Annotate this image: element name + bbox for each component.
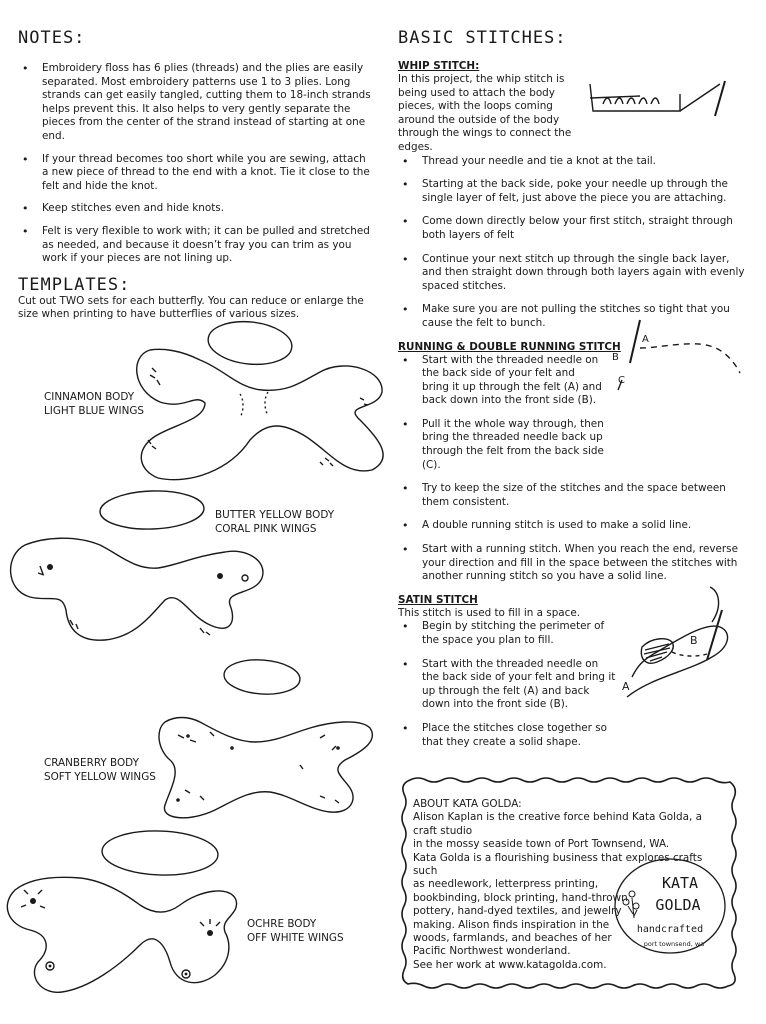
body-template-4 — [101, 829, 218, 877]
logo-tag: handcrafted — [636, 924, 704, 935]
list-item: • Make sure you are not pulling the stitches so tight that you cause the felt to bunch. — [398, 303, 750, 330]
list-item: • Come down directly below your first stitch, straight through both layers of felt — [398, 215, 750, 242]
list-item: • Start with the threaded needle on the back side of your felt and bring it up through the felt (A) and back down into the front side (B). — [398, 354, 602, 408]
label-line: LIGHT BLUE WINGS — [44, 405, 144, 417]
label-line: CORAL PINK WINGS — [215, 523, 317, 535]
logo-line2: GOLDA — [655, 896, 701, 914]
about-line: Alison Kaplan is the creative force behind Kata Golda, a craft studio — [413, 811, 702, 837]
list-item: • Thread your needle and tie a knot at the tail. — [398, 155, 750, 169]
fig-label-a: A — [642, 334, 649, 345]
list-item: • Try to keep the size of the stitches and the space between them consistent. — [398, 482, 750, 509]
label-line: OCHRE BODY — [247, 918, 317, 930]
satin-stitch-illustration — [612, 582, 742, 722]
list-item: • Embroidery floss has 6 plies (threads) and the plies are easily separated. Most embroidery patterns use 1 to 3 plies. Long strands can get easily tangled, cutting them to 18-inch strands helps prevent this. It also helps to very gently separate the pieces from the center of the strand instead of starting at one end. — [18, 62, 373, 144]
list-item: • If your thread becomes too short while you are sewing, attach a new piece of thread to the end with a knot. Tie it close to the felt and hide the knot. — [18, 153, 373, 194]
body-template-1 — [206, 318, 294, 369]
running-stitch-heading: RUNNING & DOUBLE RUNNING STITCH — [398, 340, 621, 353]
whip-stitch-illustration — [585, 76, 735, 136]
fig-label-a: A — [622, 680, 630, 693]
about-line: in the mossy seaside town of Port Townsend, WA. — [413, 838, 670, 851]
running-stitch-illustration — [610, 318, 750, 398]
list-item: • Pull it the whole way through, then bring the threaded needle back up through the felt from the back side (C). — [398, 418, 622, 472]
label-line: CRANBERRY BODY — [44, 757, 139, 769]
about-line: woods, farmlands, and beaches of her — [413, 932, 612, 945]
whip-stitch-intro: In this project, the whip stitch is being used to attach the body pieces, with the loops coming around the outside of the body through the wings to connect the edges. — [398, 73, 572, 153]
logo-line1: KATA — [661, 874, 699, 892]
label-line: OFF WHITE WINGS — [247, 932, 344, 944]
about-line: as needlework, letterpress printing, — [413, 878, 599, 891]
list-item: • Start with the threaded needle on the back side of your felt and bring it up through the felt (A) and back down into the front side (B). — [398, 658, 617, 712]
list-item: • Keep stitches even and hide knots. — [18, 202, 373, 216]
flower-icon — [623, 891, 639, 918]
list-item: • Start with a running stitch. When you reach the end, reverse your direction and fill in the space between the stitches with another running stitch so you have a solid line. — [398, 543, 750, 584]
list-item: • Felt is very flexible to work with; it can be pulled and stretched as needed, and because it doesn’t fray you can trim as you work if your pieces are not lining up. — [18, 225, 373, 266]
template-label-4 — [247, 917, 344, 945]
logo-place: port townsend, wa — [643, 940, 705, 948]
wings-template-2 — [11, 538, 263, 640]
about-line: pottery, hand-dyed textiles, and jewelry — [413, 905, 622, 918]
templates-heading: TEMPLATES: — [18, 274, 131, 295]
satin-stitch-intro: This stitch is used to fill in a space. — [398, 606, 581, 619]
template-label-2 — [215, 508, 334, 536]
label-line: BUTTER YELLOW BODY — [215, 509, 335, 521]
about-heading: ABOUT KATA GOLDA: — [413, 798, 522, 810]
whip-stitch-list — [398, 155, 750, 331]
wings-template-4 — [7, 877, 236, 992]
list-item: • Starting at the back side, poke your needle up through the single layer of felt, just above the piece you are attaching. — [398, 178, 750, 205]
about-line: bookbinding, block printing, hand-thrown — [413, 891, 628, 904]
label-line: SOFT YELLOW WINGS — [44, 771, 156, 783]
about-line: See her work at www.katagolda.com. — [413, 958, 607, 971]
list-item: • Place the stitches close together so that they create a solid shape. — [398, 722, 612, 749]
kata-golda-logo — [612, 856, 728, 956]
about-line: making. Alison finds inspiration in the — [413, 918, 610, 931]
templates-intro: Cut out TWO sets for each butterfly. You can reduce or enlarge the size when printing to have butterflies of various sizes. — [18, 294, 364, 321]
list-item: • Continue your next stitch up through the single back layer, and then straight down through both layers again with evenly spaced stitches. — [398, 253, 750, 294]
template-label-3 — [44, 756, 156, 784]
body-template-3 — [223, 657, 301, 696]
wings-template-3 — [159, 718, 372, 818]
list-item: • A double running stitch is used to make a solid line. — [398, 519, 750, 533]
about-line: Kata Golda is a flourishing business that explores crafts such — [413, 851, 703, 878]
whip-stitch-heading: WHIP STITCH: — [398, 60, 480, 72]
body-template-2 — [99, 489, 204, 531]
label-line: CINNAMON BODY — [44, 391, 135, 403]
notes-heading: NOTES: — [18, 28, 86, 48]
list-item: • Begin by stitching the perimeter of the space you plan to fill. — [398, 620, 612, 647]
fig-label-c: C — [618, 375, 625, 386]
fig-label-b: B — [612, 352, 619, 363]
basic-stitches-heading: BASIC STITCHES: — [398, 28, 567, 48]
fig-label-b: B — [690, 634, 698, 647]
about-line: Pacific Northwest wonderland. — [413, 945, 571, 958]
satin-stitch-heading: SATIN STITCH — [398, 593, 478, 606]
template-label-1 — [44, 390, 144, 418]
wings-template-1 — [137, 349, 383, 479]
